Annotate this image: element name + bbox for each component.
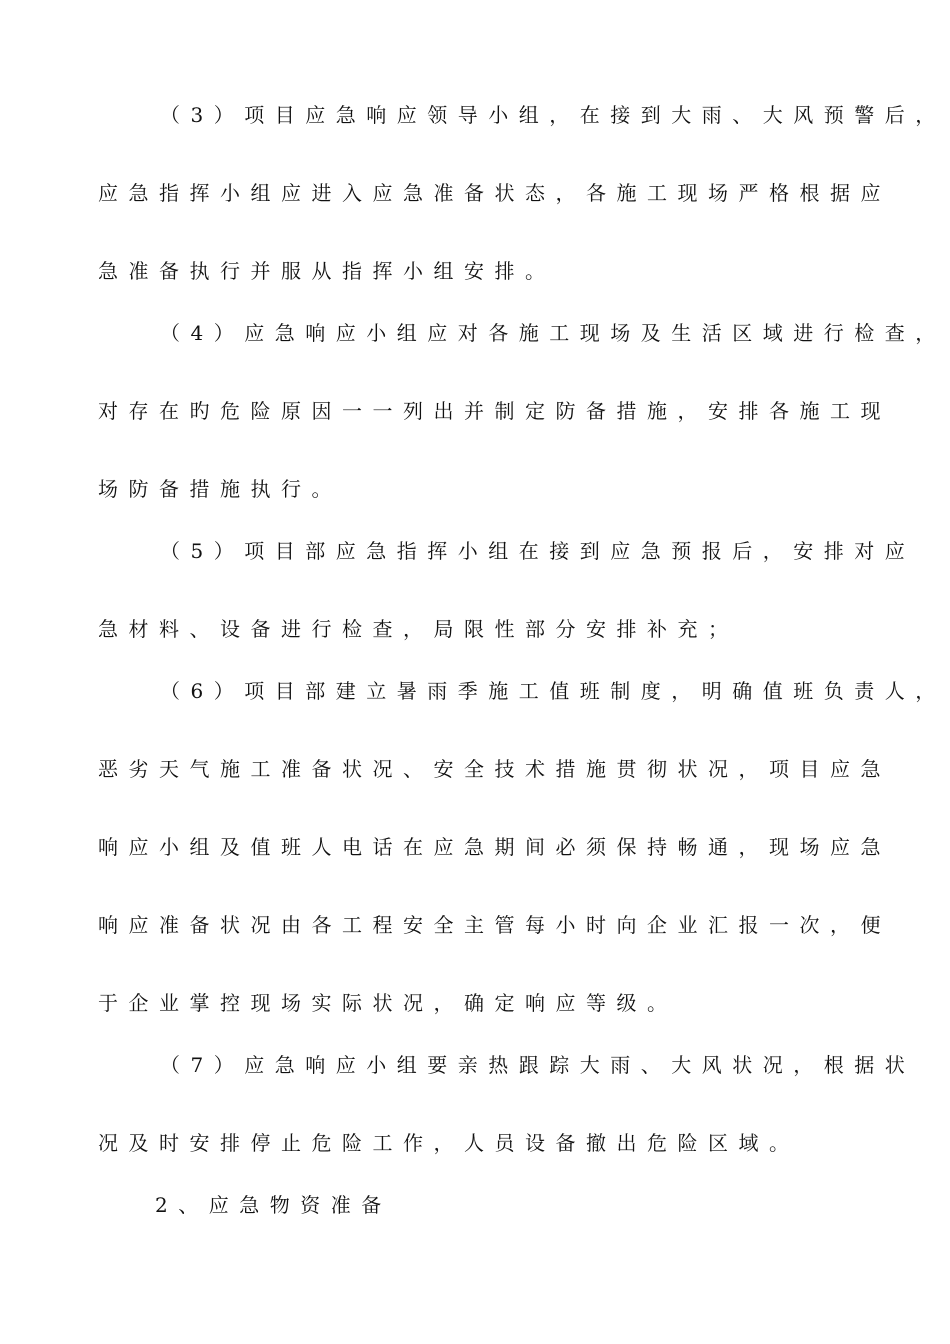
text-line: 应急指挥小组应进入应急准备状态，各施工现场严格根据应 bbox=[98, 181, 891, 205]
text-line: （7）应急响应小组要亲热跟踪大雨、大风状况，根据状 bbox=[160, 1053, 916, 1077]
text-line: 恶劣天气施工准备状况、安全技术措施贯彻状况，项目应急 bbox=[98, 757, 891, 781]
text-line: 响应小组及值班人电话在应急期间必须保持畅通，现场应急 bbox=[98, 835, 891, 859]
text-line: （5）项目部应急指挥小组在接到应急预报后，安排对应 bbox=[160, 539, 916, 563]
text-line: 急材料、设备进行检查，局限性部分安排补充； bbox=[98, 617, 739, 641]
section-heading: 2、应急物资准备 bbox=[155, 1193, 392, 1217]
text-line: 场防备措施执行。 bbox=[98, 477, 342, 501]
text-line: （6）项目部建立暑雨季施工值班制度，明确值班负责人， bbox=[160, 679, 946, 703]
text-line: （4）应急响应小组应对各施工现场及生活区域进行检查， bbox=[160, 321, 946, 345]
text-line: 急准备执行并服从指挥小组安排。 bbox=[98, 259, 556, 283]
text-line: 对存在旳危险原因一一列出并制定防备措施，安排各施工现 bbox=[98, 399, 891, 423]
text-line: （3）项目应急响应领导小组，在接到大雨、大风预警后， bbox=[160, 103, 946, 127]
text-line: 响应准备状况由各工程安全主管每小时向企业汇报一次，便 bbox=[98, 913, 891, 937]
text-line: 于企业掌控现场实际状况，确定响应等级。 bbox=[98, 991, 678, 1015]
text-line: 况及时安排停止危险工作，人员设备撤出危险区域。 bbox=[98, 1131, 800, 1155]
